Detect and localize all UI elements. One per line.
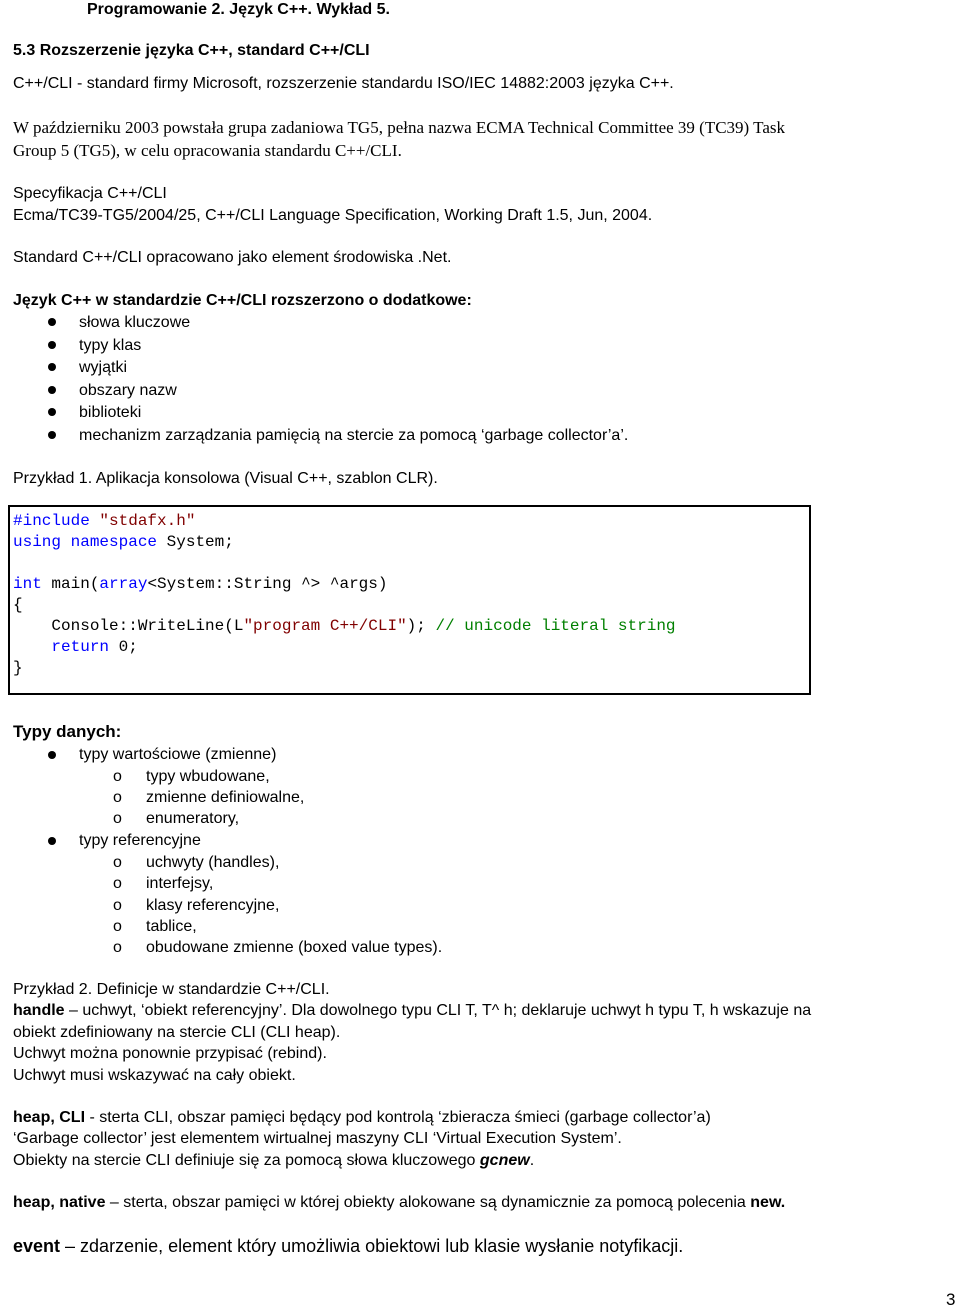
code-token: main( xyxy=(41,575,100,593)
bullet-icon xyxy=(48,318,56,326)
event-definition xyxy=(13,1236,683,1256)
code-token: System; xyxy=(157,533,234,551)
intro-paragraph: C++/CLI - standard firmy Microsoft, rozszerzenie standardu ISO/IEC 14882:2003 języka C++. xyxy=(13,75,674,92)
sub-bullet-marker: o xyxy=(113,875,122,892)
page-number: 3 xyxy=(946,1290,956,1309)
sub-bullet-marker: o xyxy=(113,810,122,827)
tg5-paragraph-line1: W październiku 2003 powstała grupa zadaniowa TG5, pełna nazwa ECMA Technical Committee 39 (TC39) Task xyxy=(13,118,786,137)
spec-document: Ecma/TC39-TG5/2004/25, C++/CLI Language Specification, Working Draft 1.5, Jun, 2004. xyxy=(13,207,653,224)
code-line-open-brace: { xyxy=(13,596,23,614)
code-line-include xyxy=(13,511,195,531)
sub-bullet-marker: o xyxy=(113,854,122,871)
sub-bullet-marker: o xyxy=(113,789,122,806)
example2-caption: Przykład 2. Definicje w standardzie C++/CLI. xyxy=(13,981,330,998)
code-comment: // unicode literal string xyxy=(435,617,676,635)
handle-definition-line4: Uchwyt musi wskazywać na cały obiekt. xyxy=(13,1067,296,1084)
list-item: biblioteki xyxy=(79,404,142,421)
sub-bullet-marker: o xyxy=(113,768,122,785)
code-token: int xyxy=(13,575,42,593)
heap-native-definition xyxy=(13,1193,785,1213)
definition-text: . xyxy=(529,1152,535,1169)
code-token: return xyxy=(13,638,110,656)
term: heap, CLI xyxy=(13,1109,86,1126)
sub-list-item: zmienne definiowalne, xyxy=(146,789,305,806)
example1-caption: Przykład 1. Aplikacja konsolowa (Visual C++, szablon CLR). xyxy=(13,470,438,487)
heap-cli-definition-line3 xyxy=(13,1151,534,1171)
sub-bullet-marker: o xyxy=(113,897,122,914)
sub-list-item: klasy referencyjne, xyxy=(146,897,280,914)
bullet-icon xyxy=(48,363,56,371)
sub-list-item: typy wbudowane, xyxy=(146,768,270,785)
code-token: "program C++/CLI" xyxy=(243,617,407,635)
bullet-icon xyxy=(48,837,56,845)
code-token: Console::WriteLine(L xyxy=(13,617,244,635)
code-line-return xyxy=(13,637,138,657)
list-item: typy klas xyxy=(79,337,142,354)
bullet-icon xyxy=(48,431,56,439)
code-token: <System::String ^> ^args) xyxy=(147,575,388,593)
sub-list-item: interfejsy, xyxy=(146,875,214,892)
code-line-using xyxy=(13,532,234,552)
section-heading: 5.3 Rozszerzenie języka C++, standard C++/CLI xyxy=(13,42,370,59)
definition-text: – uchwyt, ‘obiekt referencyjny’. Dla dowolnego typu CLI T, T^ h; deklaruje uchwyt h typu T, h wskazuje na xyxy=(64,1002,812,1019)
bullet-icon xyxy=(48,341,56,349)
ref-types-item: typy referencyjne xyxy=(79,832,201,849)
code-line-main xyxy=(13,574,387,594)
bullet-icon xyxy=(48,408,56,416)
definition-text: - sterta CLI, obszar pamięci będący pod kontrolą ‘zbieracza śmieci (garbage collector’a) xyxy=(85,1109,711,1126)
code-token: ); xyxy=(406,617,436,635)
code-token: "stdafx.h" xyxy=(99,512,196,530)
term: heap, native xyxy=(13,1194,106,1211)
code-token: array xyxy=(99,575,148,593)
page-header-title: Programowanie 2. Język C++. Wykład 5. xyxy=(87,1,390,18)
sub-list-item: uchwyty (handles), xyxy=(146,854,280,871)
types-heading: Typy danych: xyxy=(13,722,122,741)
list-item: obszary nazw xyxy=(79,382,177,399)
heap-cli-definition xyxy=(13,1108,711,1128)
code-line-close-brace: } xyxy=(13,659,23,677)
code-line-writeline xyxy=(13,616,676,636)
keyword: new. xyxy=(750,1194,786,1211)
heap-cli-definition-line2: ‘Garbage collector’ jest elementem wirtualnej maszyny CLI ‘Virtual Execution System’. xyxy=(13,1130,622,1147)
sub-list-item: enumeratory, xyxy=(146,810,240,827)
list-item: mechanizm zarządzania pamięcią na stercie za pomocą ‘garbage collector’a’. xyxy=(79,427,629,444)
handle-definition xyxy=(13,1001,811,1021)
handle-definition-line3: Uchwyt można ponownie przypisać (rebind). xyxy=(13,1045,327,1062)
term: event xyxy=(13,1236,61,1256)
sub-list-item: tablice, xyxy=(146,918,197,935)
definition-text: Obiekty na stercie CLI definiuje się za pomocą słowa kluczowego xyxy=(13,1152,480,1169)
sub-list-item: obudowane zmienne (boxed value types). xyxy=(146,939,443,956)
extensions-heading: Język C++ w standardzie C++/CLI rozszerzono o dodatkowe: xyxy=(13,292,472,309)
sub-bullet-marker: o xyxy=(113,918,122,935)
code-token: #include xyxy=(13,512,90,530)
code-token: using namespace xyxy=(13,533,158,551)
tg5-paragraph-line2: Group 5 (TG5), w celu opracowania standardu C++/CLI. xyxy=(13,141,402,160)
bullet-icon xyxy=(48,751,56,759)
net-paragraph: Standard C++/CLI opracowano jako element środowiska .Net. xyxy=(13,249,452,266)
bullet-icon xyxy=(48,386,56,394)
sub-bullet-marker: o xyxy=(113,939,122,956)
handle-definition-line2: obiekt zdefiniowany na stercie CLI (CLI heap). xyxy=(13,1024,341,1041)
definition-text: – sterta, obszar pamięci w której obiekty alokowane są dynamicznie za pomocą polecenia xyxy=(105,1194,751,1211)
list-item: wyjątki xyxy=(79,359,128,376)
list-item: słowa kluczowe xyxy=(79,314,191,331)
spec-label: Specyfikacja C++/CLI xyxy=(13,185,167,202)
code-token: 0; xyxy=(109,638,138,656)
keyword: gcnew xyxy=(479,1152,530,1169)
value-types-item: typy wartościowe (zmienne) xyxy=(79,746,277,763)
definition-text: – zdarzenie, element który umożliwia obiektowi lub klasie wysłanie notyfikacji. xyxy=(60,1236,684,1256)
term: handle xyxy=(13,1002,65,1019)
